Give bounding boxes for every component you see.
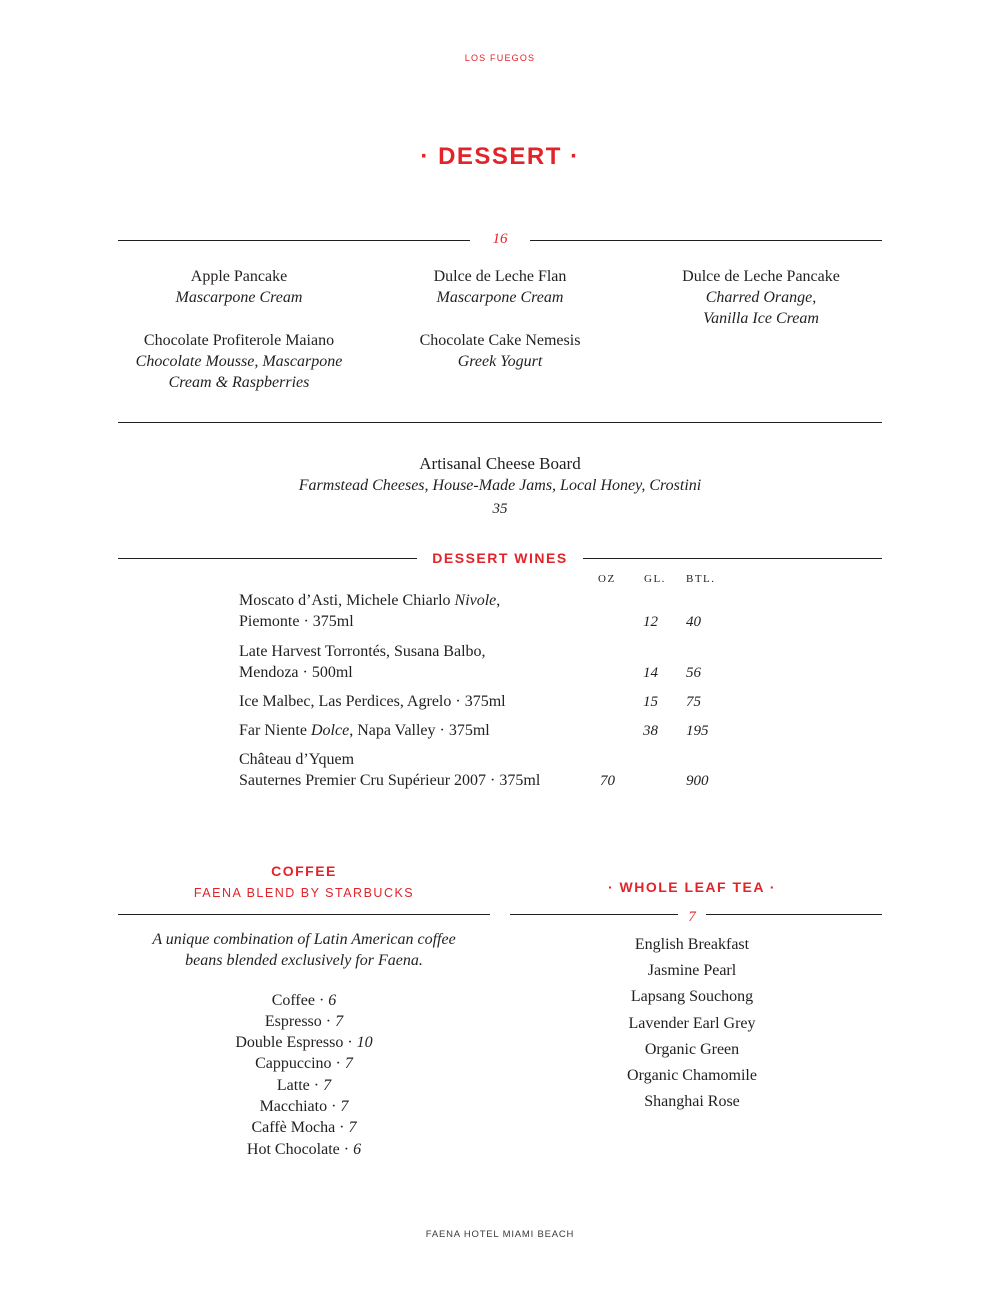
wine-origin-text: Sauternes Premier Cru Supérieur 2007 · 375ml [239, 772, 541, 789]
dessert-column-3 [631, 266, 891, 329]
separator: · [339, 1119, 345, 1137]
coffee-name: Espresso [264, 1012, 322, 1030]
wine-price-glass: 14 [643, 665, 658, 681]
dessert-description: Vanilla Ice Cream [703, 310, 819, 327]
wine-name-text: Moscato d’Asti, Michele Chiarlo [239, 592, 455, 609]
wine-name-italic: Dolce [310, 722, 350, 739]
wine-name-line [239, 749, 759, 770]
coffee-item [118, 1011, 490, 1032]
wine-name-line [239, 590, 759, 611]
coffee-price: 7 [323, 1076, 332, 1094]
tea-item: Shanghai Rose [644, 1093, 740, 1111]
wine-price-glass: 15 [643, 694, 658, 710]
coffee-price: 6 [328, 991, 337, 1009]
dessert-description: Mascarpone Cream [436, 289, 564, 306]
wine-name-text: Far Niente [239, 722, 311, 739]
coffee-price: 7 [348, 1119, 357, 1137]
wine-price-bottle: 40 [686, 614, 701, 630]
coffee-item [118, 1075, 490, 1096]
cheese-board-price: 35 [492, 501, 508, 517]
page-title: · DESSERT · [420, 143, 580, 170]
wine-origin-line [239, 770, 759, 791]
divider-full [118, 422, 882, 423]
wine-header-oz: OZ [598, 573, 616, 585]
wine-price-glass: 12 [643, 614, 658, 630]
wine-price-bottle: 75 [686, 694, 701, 710]
dessert-description: Greek Yogurt [457, 353, 543, 370]
wine-row [239, 691, 759, 712]
dessert-item [370, 330, 630, 372]
dessert-price: 16 [492, 231, 508, 247]
divider-right [583, 558, 882, 559]
wine-header-bottle: BTL. [686, 573, 716, 585]
coffee-price: 7 [344, 1055, 353, 1073]
wine-name-italic: Nivole [454, 592, 497, 609]
coffee-description-line: beans blended exclusively for Faena. [185, 952, 423, 969]
wine-price-bottle: 900 [686, 773, 709, 789]
wine-name-line [239, 720, 759, 741]
dessert-description: Cream & Raspberries [168, 374, 310, 391]
coffee-description [118, 929, 490, 971]
wine-name-text: Late Harvest Torrontés, Susana Balbo, [239, 643, 486, 660]
coffee-name: Hot Chocolate [246, 1140, 340, 1158]
wine-price-oz: 70 [600, 773, 615, 789]
tea-item: Lavender Earl Grey [628, 1014, 756, 1032]
dessert-description: Mascarpone Cream [175, 289, 303, 306]
wine-row [239, 720, 759, 741]
wine-price-bottle: 56 [686, 665, 701, 681]
tea-item: Organic Green [644, 1040, 740, 1058]
dessert-item [370, 266, 630, 308]
coffee-name: Coffee [271, 991, 315, 1009]
separator: · [335, 1055, 341, 1073]
separator: · [347, 1034, 353, 1052]
cheese-board-name: Artisanal Cheese Board [419, 454, 581, 473]
tea-item: Jasmine Pearl [647, 962, 737, 980]
separator: · [318, 991, 325, 1009]
divider-left [510, 914, 678, 915]
wine-name-line [239, 691, 759, 712]
coffee-item [118, 990, 490, 1011]
dessert-description: Charred Orange, [705, 289, 817, 306]
coffee-item [118, 1117, 490, 1138]
section-heading-dessert-wines: DESSERT WINES [432, 550, 568, 566]
wine-name-text: Ice Malbec, Las Perdices, Agrelo · 375ml [239, 693, 506, 710]
wine-row [239, 590, 759, 632]
dessert-name: Chocolate Cake Nemesis [419, 332, 581, 349]
coffee-price: 10 [356, 1034, 373, 1052]
separator: · [313, 1076, 320, 1094]
divider-coffee [118, 914, 490, 915]
wine-name-line [239, 641, 759, 662]
coffee-name: Latte [276, 1076, 310, 1094]
coffee-item [118, 1096, 490, 1117]
coffee-item [118, 1139, 490, 1160]
wine-row [239, 641, 759, 683]
coffee-name: Double Espresso [235, 1034, 344, 1052]
footer-hotel-name: FAENA HOTEL MIAMI BEACH [425, 1229, 575, 1240]
dessert-name: Dulce de Leche Pancake [682, 268, 840, 285]
separator: · [331, 1097, 337, 1115]
coffee-item [118, 1032, 490, 1053]
coffee-name: Macchiato [259, 1097, 328, 1115]
dessert-column-2 [370, 266, 630, 372]
divider-left [118, 240, 470, 241]
coffee-name: Caffè Mocha [251, 1119, 336, 1137]
wine-origin-text: Piemonte · 375ml [239, 613, 354, 630]
tea-item: Lapsang Souchong [630, 988, 754, 1006]
coffee-price: 6 [353, 1140, 362, 1158]
wine-name-text: , Napa Valley · 375ml [349, 722, 490, 739]
divider-right [530, 240, 882, 241]
separator: · [325, 1012, 332, 1030]
dessert-item [631, 266, 891, 329]
tea-item: Organic Chamomile [627, 1067, 757, 1085]
cheese-board-description: Farmstead Cheeses, House-Made Jams, Local Honey, Crostini [298, 477, 702, 494]
divider-left [118, 558, 417, 559]
dessert-description: Chocolate Mousse, Mascarpone [135, 353, 343, 370]
coffee-item [118, 1053, 490, 1074]
wine-price-glass: 38 [643, 723, 658, 739]
coffee-name: Cappuccino [255, 1055, 332, 1073]
restaurant-name: LOS FUEGOS [464, 53, 536, 63]
wine-header-glass: GL. [644, 573, 666, 585]
coffee-price: 7 [335, 1012, 344, 1030]
wine-name-text: Château d’Yquem [239, 751, 355, 768]
coffee-price: 7 [340, 1097, 349, 1115]
wine-name-text: , [496, 592, 501, 609]
dessert-name: Apple Pancake [190, 268, 288, 285]
wine-price-bottle: 195 [686, 723, 709, 739]
tea-list [502, 932, 882, 1115]
separator: · [343, 1140, 350, 1158]
coffee-list [118, 990, 490, 1160]
dessert-item [109, 266, 369, 308]
dessert-name: Dulce de Leche Flan [433, 268, 567, 285]
tea-item: English Breakfast [634, 936, 750, 953]
tea-price: 7 [688, 909, 696, 925]
divider-right [706, 914, 882, 915]
dessert-item [109, 330, 369, 393]
wine-origin-text: Mendoza · 500ml [239, 664, 353, 681]
dessert-column-1 [109, 266, 369, 393]
section-heading-coffee: COFFEE [271, 863, 337, 879]
wine-origin-line [239, 611, 759, 632]
coffee-subheading: FAENA BLEND BY STARBUCKS [193, 886, 415, 900]
section-heading-tea: · WHOLE LEAF TEA · [607, 879, 777, 895]
dessert-name: Chocolate Profiterole Maiano [143, 332, 335, 349]
wine-row [239, 749, 759, 791]
wine-origin-line [239, 662, 759, 683]
coffee-description-line: A unique combination of Latin American coffee [152, 931, 456, 948]
